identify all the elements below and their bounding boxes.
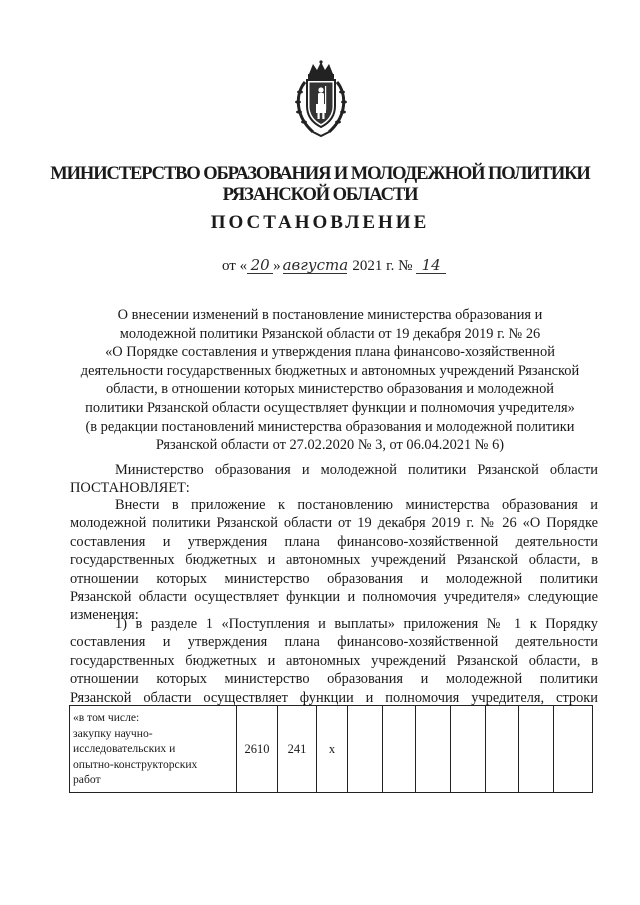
date-line (222, 258, 446, 275)
date-prefix: от « (222, 258, 248, 274)
paragraph-line: государственных бюджетных и автономных учреждений Рязанской области, в (70, 552, 598, 569)
paragraph-amendment (70, 496, 598, 625)
table-cell-kbk: 241 (278, 706, 317, 793)
table-row (70, 706, 593, 793)
subject-line: Рязанской области от 27.02.2020 № 3, от 06.04.2021 № 6) (155, 437, 505, 454)
table-cell-empty (554, 706, 593, 793)
paragraph-line: ПОСТАНОВЛЯЕТ: (70, 480, 190, 497)
paragraph-decree (70, 461, 598, 498)
document-number: 14 (416, 258, 446, 274)
paragraph-line: Внести в приложение к постановлению министерства образования и (115, 497, 598, 513)
subject-line: молодежной политики Рязанской области от 19 декабря 2019 г. № 26 (119, 325, 541, 342)
budget-table (69, 705, 593, 793)
paragraph-line: Министерство образования и молодежной политики Рязанской области (115, 462, 598, 478)
subject-line: «О Порядке составления и утверждения плана финансово-хозяйственной (105, 344, 555, 361)
description-line: исследовательских и (73, 742, 176, 755)
paragraph-line: Рязанской области осуществляет функции и полномочия учредителя» следующие (70, 588, 598, 605)
table-cell-mark: х (317, 706, 348, 793)
document-type-title: ПОСТАНОВЛЕНИЕ (210, 212, 430, 233)
subject-line: деятельности государственных бюджетных и автономных учреждений Рязанской (80, 362, 580, 379)
table-cell-empty (348, 706, 383, 793)
description-line: закупку научно- (73, 726, 153, 740)
number-sign: № (398, 258, 413, 274)
description-line: работ (73, 773, 101, 786)
description-line: «в том числе: (73, 711, 140, 724)
paragraph-line: составления и утверждения плана финансово-хозяйственной деятельности (70, 634, 598, 651)
coat-of-arms-icon (291, 60, 351, 140)
description-line: опытно-конструкторских (73, 757, 198, 771)
table-cell-empty (451, 706, 486, 793)
document-subject (60, 306, 600, 455)
paragraph-item-1 (70, 615, 598, 707)
date-day: 20 (247, 258, 273, 274)
paragraph-line: изменения: (70, 607, 139, 624)
subject-line: О внесении изменений в постановление министерства образования и (117, 307, 543, 323)
ministry-title-line2: РЯЗАНСКОЙ ОБЛАСТИ (222, 185, 418, 205)
subject-line: (в редакции постановлений министерства образования и молодежной политики (85, 418, 575, 435)
table-cell-empty (383, 706, 416, 793)
table-cell-empty (519, 706, 554, 793)
paragraph-line: Рязанской области осуществляет функции и полномочия учредителя, строки (70, 689, 598, 706)
paragraph-line: государственных бюджетных и автономных учреждений Рязанской области, в (70, 652, 598, 669)
date-year: 2021 г. (352, 258, 395, 274)
date-mid: » (273, 258, 281, 274)
ministry-title-line1: МИНИСТЕРСТВО ОБРАЗОВАНИЯ И МОЛОДЕЖНОЙ ПОЛИТИКИ (50, 164, 590, 184)
paragraph-line: отношении которых министерство образования и молодежной политики (70, 671, 598, 688)
paragraph-line: молодежной политики Рязанской области от 19 декабря 2019 г. № 26 «О Порядке (70, 515, 598, 532)
table-cell-description (70, 706, 237, 793)
paragraph-line: составления и утверждения плана финансово-хозяйственной деятельности (70, 533, 598, 550)
table-cell-code: 2610 (237, 706, 278, 793)
paragraph-line: 1) в разделе 1 «Поступления и выплаты» приложения № 1 к Порядку (115, 616, 598, 632)
paragraph-line: отношении которых министерство образования и молодежной политики (70, 570, 598, 587)
date-month: августа (282, 256, 349, 274)
subject-line: области, в отношении которых министерство образования и молодежной (105, 381, 555, 398)
subject-line: политики Рязанской области осуществляет функции и полномочия учредителя» (85, 399, 575, 416)
table-cell-empty (486, 706, 519, 793)
table-cell-empty (416, 706, 451, 793)
